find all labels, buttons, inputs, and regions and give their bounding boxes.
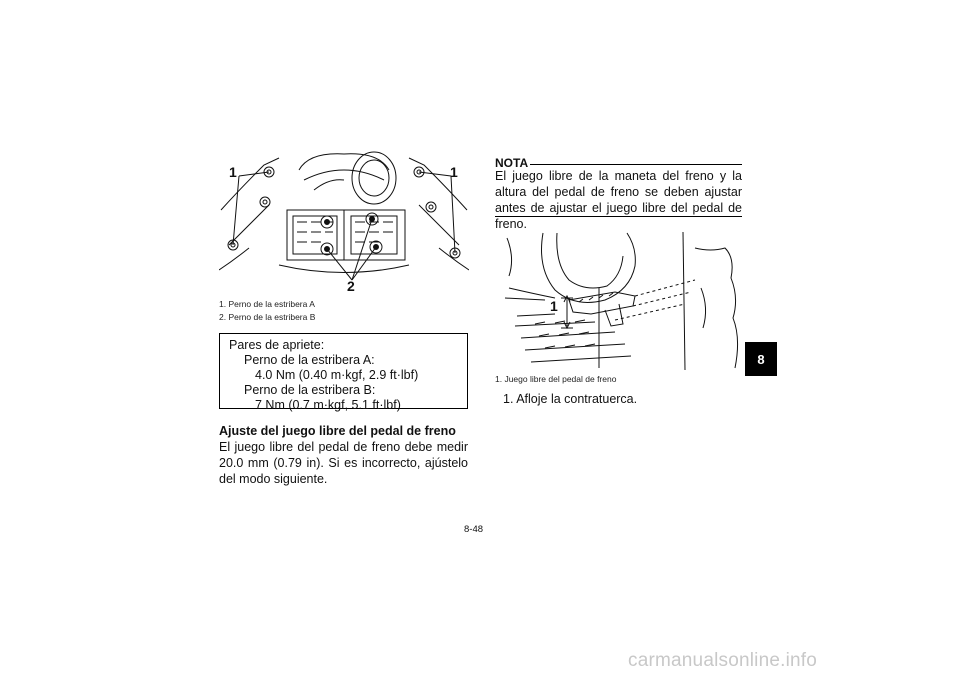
section-body: El juego libre del pedal de freno debe medir 20.0 mm (0.79 in). Si es incorrecto, ajústelo del modo siguiente.: [219, 440, 468, 486]
caption-item: 2. Perno de la estribera B: [219, 312, 316, 322]
bolt-a-value: 4.0 Nm (0.40 m·kgf, 2.9 ft·lbf): [255, 368, 419, 382]
bolt-b-label: Perno de la estribera B:: [244, 383, 376, 397]
footrest-bolts-figure: [219, 150, 469, 298]
footrest-bolts-illustration: [219, 150, 469, 298]
step-item: 1. Afloje la contratuerca.: [503, 392, 638, 406]
page-number: 8-48: [464, 524, 484, 535]
note-bottom-rule: [495, 216, 742, 217]
torque-spec-box: [219, 333, 468, 412]
bolt-b-value: 7 Nm (0.7 m·kgf, 5.1 ft·lbf): [255, 398, 401, 412]
figure1-captions: [219, 298, 315, 324]
brake-pedal-figure: [495, 228, 745, 370]
callout-2: 2: [347, 278, 355, 294]
note-label: NOTA: [495, 156, 529, 170]
brake-pedal-illustration: [495, 228, 745, 370]
section-heading: Ajuste del juego libre del pedal de freno: [219, 424, 456, 438]
caption-item: 1. Perno de la estribera A: [219, 299, 315, 309]
callout-1-left: 1: [229, 164, 237, 180]
callout-1-right: 1: [450, 164, 458, 180]
watermark: carmanualsonline.info: [628, 650, 818, 671]
figure2-caption: 1. Juego libre del pedal de freno: [495, 374, 617, 384]
torque-title: Pares de apriete:: [229, 338, 325, 352]
callout-1: 1: [550, 298, 558, 314]
note-text: El juego libre de la maneta del freno y la altura del pedal de freno se deben ajustar antes de ajustar el juego libre del pedal de freno.: [495, 169, 742, 231]
note-top-rule: [530, 164, 742, 165]
chapter-tab: 8: [745, 342, 777, 376]
bolt-a-label: Perno de la estribera A:: [244, 353, 375, 367]
